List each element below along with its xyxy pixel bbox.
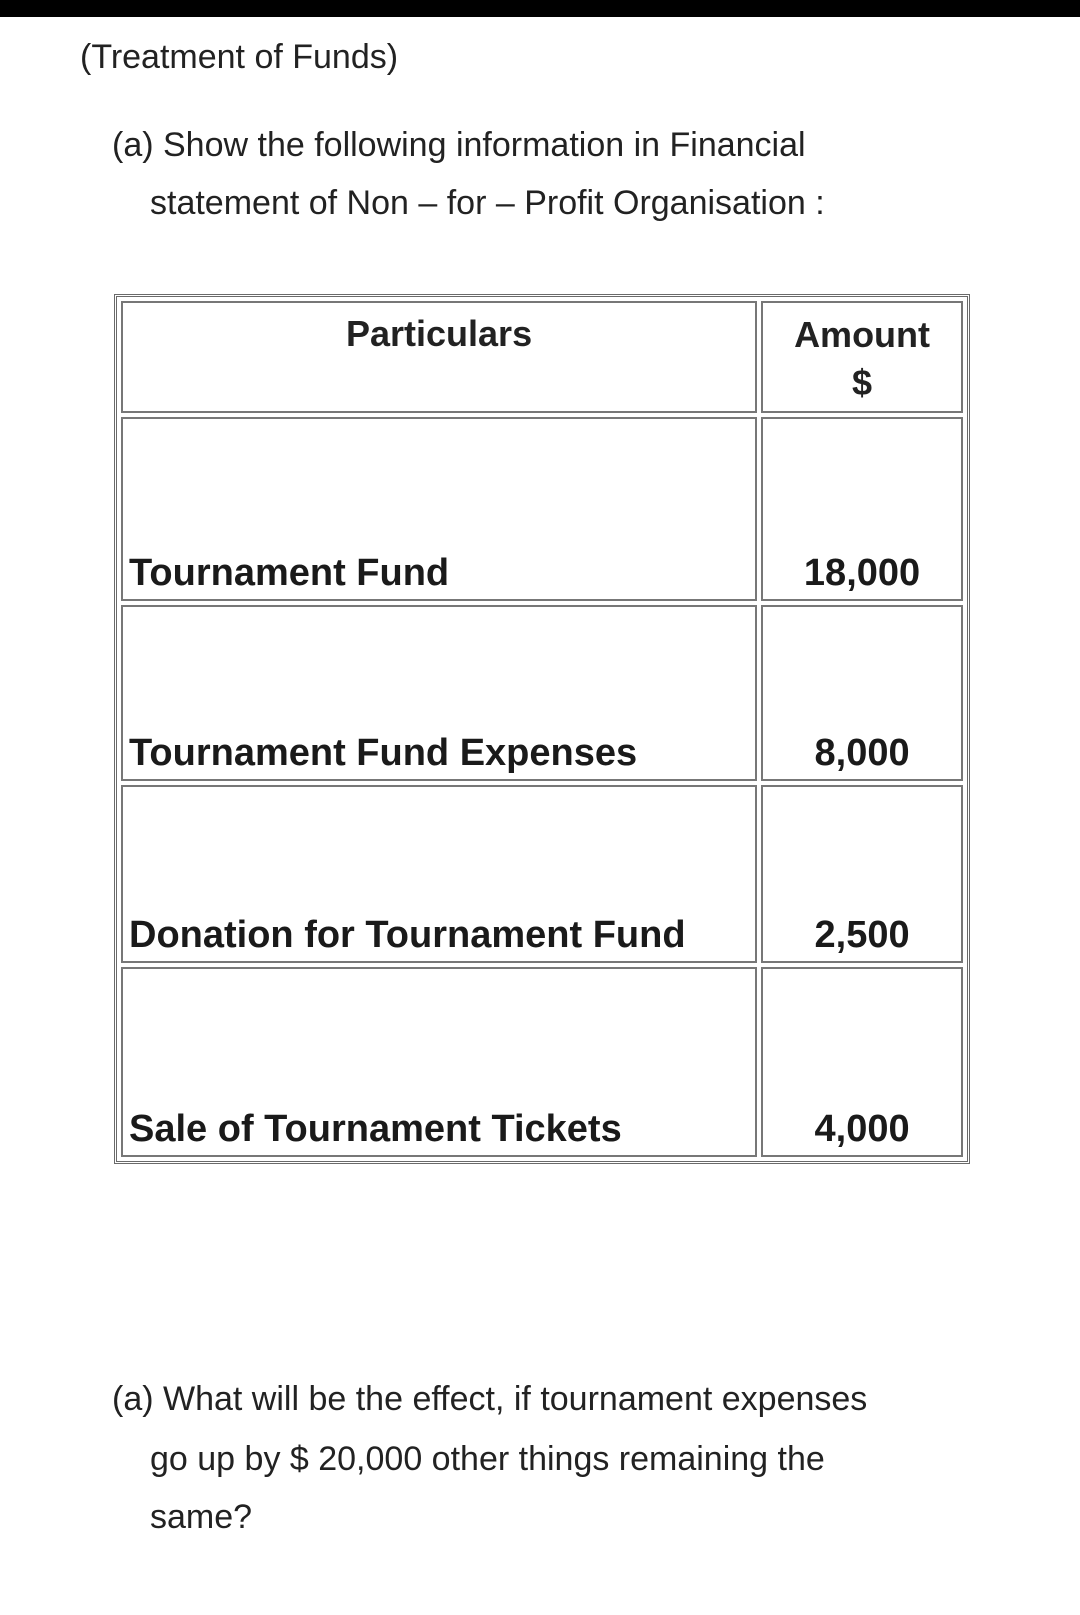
- amount-cell: 8,000: [761, 605, 963, 781]
- question-a-line-1: (a) Show the following information in Financial: [112, 126, 806, 164]
- amount-header: [761, 301, 963, 413]
- table-row: [121, 417, 963, 601]
- financial-table: [114, 294, 970, 1164]
- top-status-bar: [0, 0, 1080, 17]
- question-b-line-3: same?: [150, 1498, 253, 1536]
- question-a-line-2: statement of Non – for – Profit Organisation :: [150, 184, 825, 222]
- particulars-header: [121, 301, 757, 413]
- particular-cell: Sale of Tournament Tickets: [121, 967, 757, 1157]
- question-b-line-1: (a) What will be the effect, if tournament expenses: [112, 1380, 868, 1418]
- amount-cell: 18,000: [761, 417, 963, 601]
- section-heading: (Treatment of Funds): [80, 38, 399, 76]
- question-b-line-2: go up by $ 20,000 other things remaining the: [150, 1440, 825, 1478]
- particular-cell: Tournament Fund: [121, 417, 757, 601]
- table-header-row: [121, 301, 963, 413]
- table-row: [121, 967, 963, 1157]
- amount-header-label: Amount: [794, 314, 931, 355]
- amount-cell: 2,500: [761, 785, 963, 963]
- particulars-header-label: Particulars: [345, 313, 533, 354]
- particular-cell: Donation for Tournament Fund: [121, 785, 757, 963]
- particular-cell: Tournament Fund Expenses: [121, 605, 757, 781]
- table-row: [121, 605, 963, 781]
- amount-cell: 4,000: [761, 967, 963, 1157]
- table-row: [121, 785, 963, 963]
- currency-label: $: [852, 362, 873, 403]
